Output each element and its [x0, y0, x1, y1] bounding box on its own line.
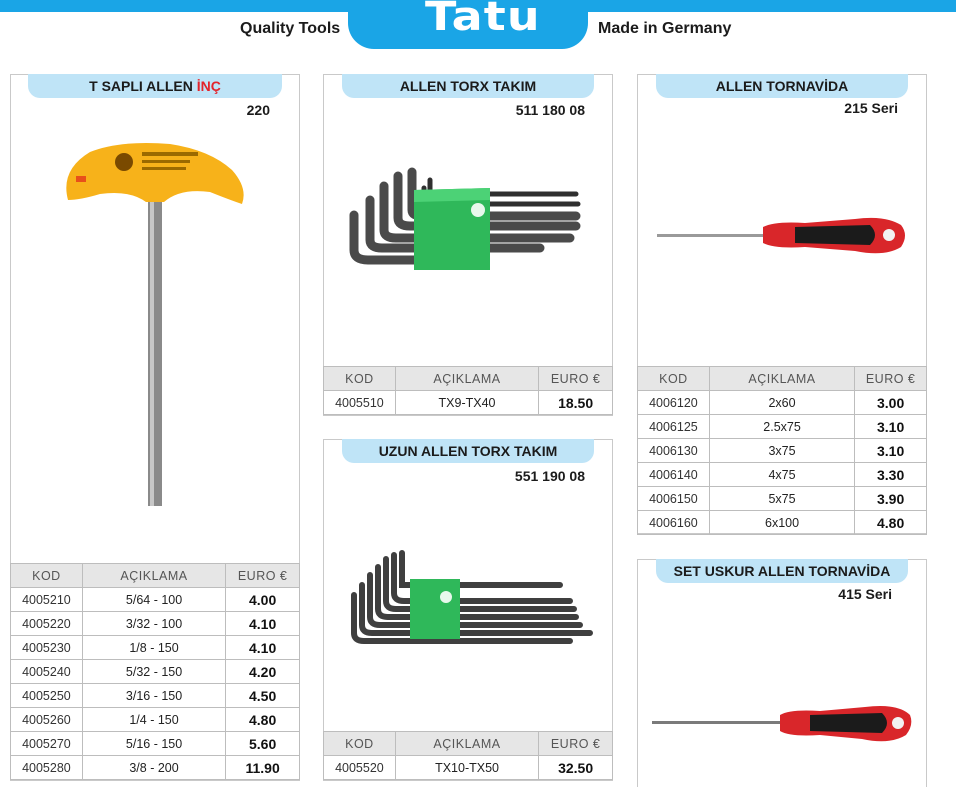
description-cell: 3/8 - 200	[82, 756, 225, 780]
price-cell: 3.30	[855, 463, 927, 487]
table-row	[11, 612, 300, 636]
table-header-row	[638, 367, 927, 391]
table-row	[638, 511, 927, 535]
description-cell: 3x75	[709, 439, 854, 463]
col-header-price: EURO €	[226, 564, 300, 588]
price-cell: 3.10	[855, 415, 927, 439]
table-row	[11, 708, 300, 732]
description-cell: 6x100	[709, 511, 854, 535]
table-row	[11, 684, 300, 708]
col-header-desc: AÇIKLAMA	[709, 367, 854, 391]
title-main: T SAPLI ALLEN	[89, 78, 197, 94]
series-code: 220	[246, 102, 270, 118]
price-cell: 4.00	[226, 588, 300, 612]
product-title: ALLEN TORX TAKIM	[342, 74, 594, 98]
table-row	[324, 756, 613, 780]
price-cell: 18.50	[539, 391, 613, 415]
description-cell: TX10-TX50	[395, 756, 538, 780]
code-cell: 4005240	[11, 660, 83, 684]
col-header-code: KOD	[324, 732, 396, 756]
brand-logo: Tatu	[425, 0, 541, 40]
code-cell: 4005510	[324, 391, 396, 415]
col-header-price: EURO €	[539, 732, 613, 756]
price-cell: 4.80	[226, 708, 300, 732]
set-screw-screwdriver-image	[650, 693, 915, 753]
price-cell: 4.80	[855, 511, 927, 535]
description-cell: 3/16 - 150	[82, 684, 225, 708]
col-header-price: EURO €	[539, 367, 613, 391]
col-header-code: KOD	[324, 367, 396, 391]
description-cell: 4x75	[709, 463, 854, 487]
code-cell: 4006130	[638, 439, 710, 463]
price-table	[323, 731, 613, 780]
code-cell: 4005270	[11, 732, 83, 756]
t-handle-wrench-image	[60, 130, 260, 520]
product-title: UZUN ALLEN TORX TAKIM	[342, 439, 594, 463]
col-header-desc: AÇIKLAMA	[82, 564, 225, 588]
table-header-row	[11, 564, 300, 588]
table-row	[11, 756, 300, 780]
title-accent: İNÇ	[196, 78, 221, 94]
price-cell: 4.20	[226, 660, 300, 684]
table-row	[11, 636, 300, 660]
description-cell: 5/32 - 150	[82, 660, 225, 684]
table-row	[324, 391, 613, 415]
series-code: 415 Seri	[838, 586, 892, 602]
table-row	[638, 391, 927, 415]
table-row	[638, 439, 927, 463]
price-cell: 32.50	[539, 756, 613, 780]
table-row	[638, 487, 927, 511]
price-cell: 4.50	[226, 684, 300, 708]
table-header-row	[324, 732, 613, 756]
description-cell: 2.5x75	[709, 415, 854, 439]
price-cell: 3.90	[855, 487, 927, 511]
table-row	[638, 415, 927, 439]
code-cell: 4005280	[11, 756, 83, 780]
screwdriver-image	[655, 205, 910, 265]
table-row	[11, 660, 300, 684]
description-cell: 5x75	[709, 487, 854, 511]
table-header-row	[324, 367, 613, 391]
code-cell: 4005260	[11, 708, 83, 732]
table-row	[11, 732, 300, 756]
price-cell: 11.90	[226, 756, 300, 780]
code-cell: 4006125	[638, 415, 710, 439]
code-cell: 4006140	[638, 463, 710, 487]
price-cell: 4.10	[226, 636, 300, 660]
col-header-code: KOD	[638, 367, 710, 391]
long-torx-set-image	[340, 545, 595, 655]
product-title: ALLEN TORNAVİDA	[656, 74, 908, 98]
price-cell: 3.10	[855, 439, 927, 463]
code-cell: 4006120	[638, 391, 710, 415]
header-tagline-right: Made in Germany	[598, 20, 732, 37]
col-header-desc: AÇIKLAMA	[395, 732, 538, 756]
price-table	[10, 563, 300, 780]
product-title	[28, 74, 282, 98]
col-header-price: EURO €	[855, 367, 927, 391]
price-table	[637, 366, 927, 535]
description-cell: 3/32 - 100	[82, 612, 225, 636]
table-row	[11, 588, 300, 612]
description-cell: 5/64 - 100	[82, 588, 225, 612]
description-cell: 2x60	[709, 391, 854, 415]
table-row	[638, 463, 927, 487]
description-cell: 5/16 - 150	[82, 732, 225, 756]
series-code: 551 190 08	[514, 468, 585, 484]
price-table	[323, 366, 613, 415]
price-cell: 4.10	[226, 612, 300, 636]
code-cell: 4005220	[11, 612, 83, 636]
code-cell: 4005210	[11, 588, 83, 612]
code-cell: 4006160	[638, 511, 710, 535]
description-cell: 1/4 - 150	[82, 708, 225, 732]
description-cell: 1/8 - 150	[82, 636, 225, 660]
price-cell: 3.00	[855, 391, 927, 415]
series-code: 215 Seri	[844, 100, 898, 116]
price-cell: 5.60	[226, 732, 300, 756]
product-title: SET USKUR ALLEN TORNAVİDA	[656, 559, 908, 583]
torx-set-image	[340, 160, 590, 290]
code-cell: 4005520	[324, 756, 396, 780]
col-header-code: KOD	[11, 564, 83, 588]
code-cell: 4005230	[11, 636, 83, 660]
code-cell: 4005250	[11, 684, 83, 708]
description-cell: TX9-TX40	[395, 391, 538, 415]
code-cell: 4006150	[638, 487, 710, 511]
series-code: 511 180 08	[515, 102, 585, 118]
col-header-desc: AÇIKLAMA	[395, 367, 538, 391]
header-tagline-left: Quality Tools	[240, 20, 341, 37]
